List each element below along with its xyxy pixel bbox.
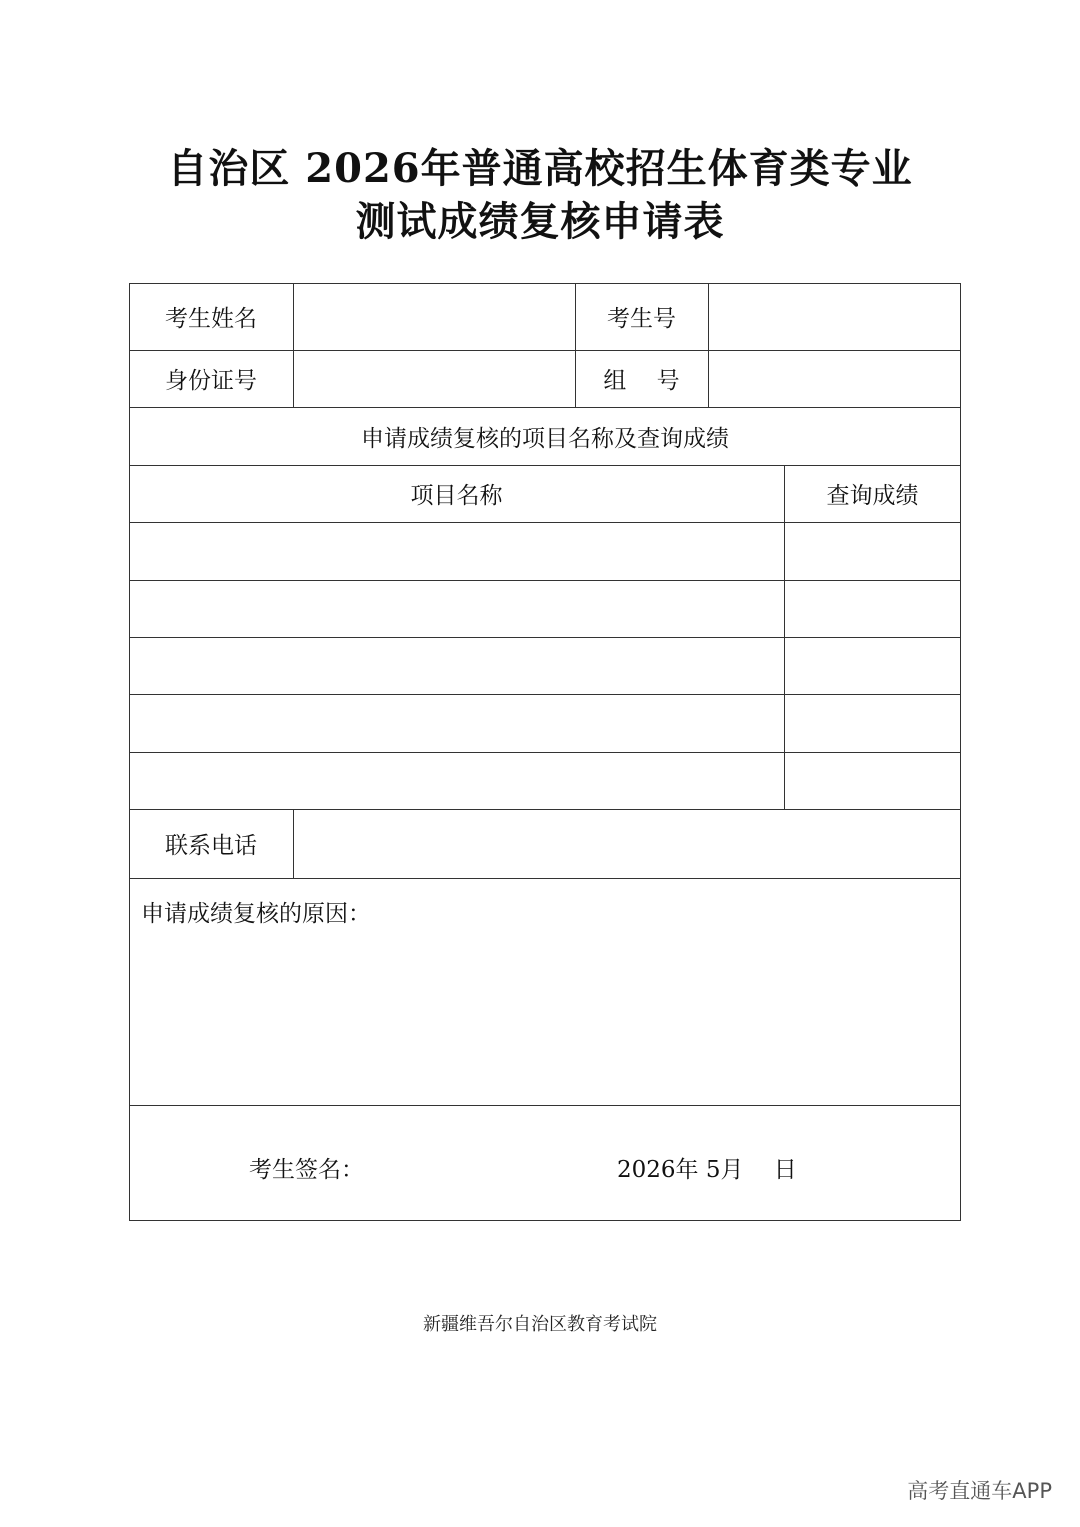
issuer-footer: 新疆维吾尔自治区教育考试院 bbox=[423, 1314, 657, 1335]
id-number-field[interactable] bbox=[294, 351, 575, 407]
signature-label: 考生签名： bbox=[249, 1157, 364, 1183]
application-form-table bbox=[129, 283, 961, 1221]
watermark: 高考直通车APP bbox=[907, 1479, 1052, 1503]
score-field-3[interactable] bbox=[785, 638, 960, 694]
score-field-2[interactable] bbox=[785, 581, 960, 637]
form-title-line-1: 自治区 2026年普通高校招生体育类专业 bbox=[167, 145, 913, 192]
project-name-field-2[interactable] bbox=[130, 581, 784, 637]
phone-label: 联系电话 bbox=[165, 833, 257, 859]
row-divider bbox=[129, 1105, 961, 1106]
exam-number-label: 考生号 bbox=[607, 306, 676, 332]
score-header: 查询成绩 bbox=[826, 483, 919, 509]
group-field[interactable] bbox=[709, 351, 960, 407]
signature-field[interactable] bbox=[359, 1143, 599, 1188]
row-divider bbox=[129, 878, 961, 879]
form-title-line-2: 测试成绩复核申请表 bbox=[355, 198, 725, 245]
table-border-bottom bbox=[129, 1220, 961, 1221]
name-field[interactable] bbox=[294, 284, 575, 350]
project-name-field-5[interactable] bbox=[130, 753, 784, 809]
exam-number-field[interactable] bbox=[709, 284, 960, 350]
reason-label: 申请成绩复核的原因： bbox=[141, 901, 371, 927]
score-field-5[interactable] bbox=[785, 753, 960, 809]
project-name-field-1[interactable] bbox=[130, 523, 784, 580]
score-field-1[interactable] bbox=[785, 523, 960, 580]
section-title: 申请成绩复核的项目名称及查询成绩 bbox=[361, 425, 729, 452]
reason-field[interactable] bbox=[130, 923, 960, 1105]
date-text: 2026年 5月 日 bbox=[617, 1157, 797, 1183]
project-name-field-4[interactable] bbox=[130, 695, 784, 752]
group-label: 组 号 bbox=[603, 368, 680, 394]
phone-field[interactable] bbox=[294, 810, 960, 878]
project-name-header: 项目名称 bbox=[410, 483, 503, 509]
project-name-field-3[interactable] bbox=[130, 638, 784, 694]
name-label: 考生姓名 bbox=[165, 306, 257, 332]
score-field-4[interactable] bbox=[785, 695, 960, 752]
id-number-label: 身份证号 bbox=[165, 368, 257, 394]
